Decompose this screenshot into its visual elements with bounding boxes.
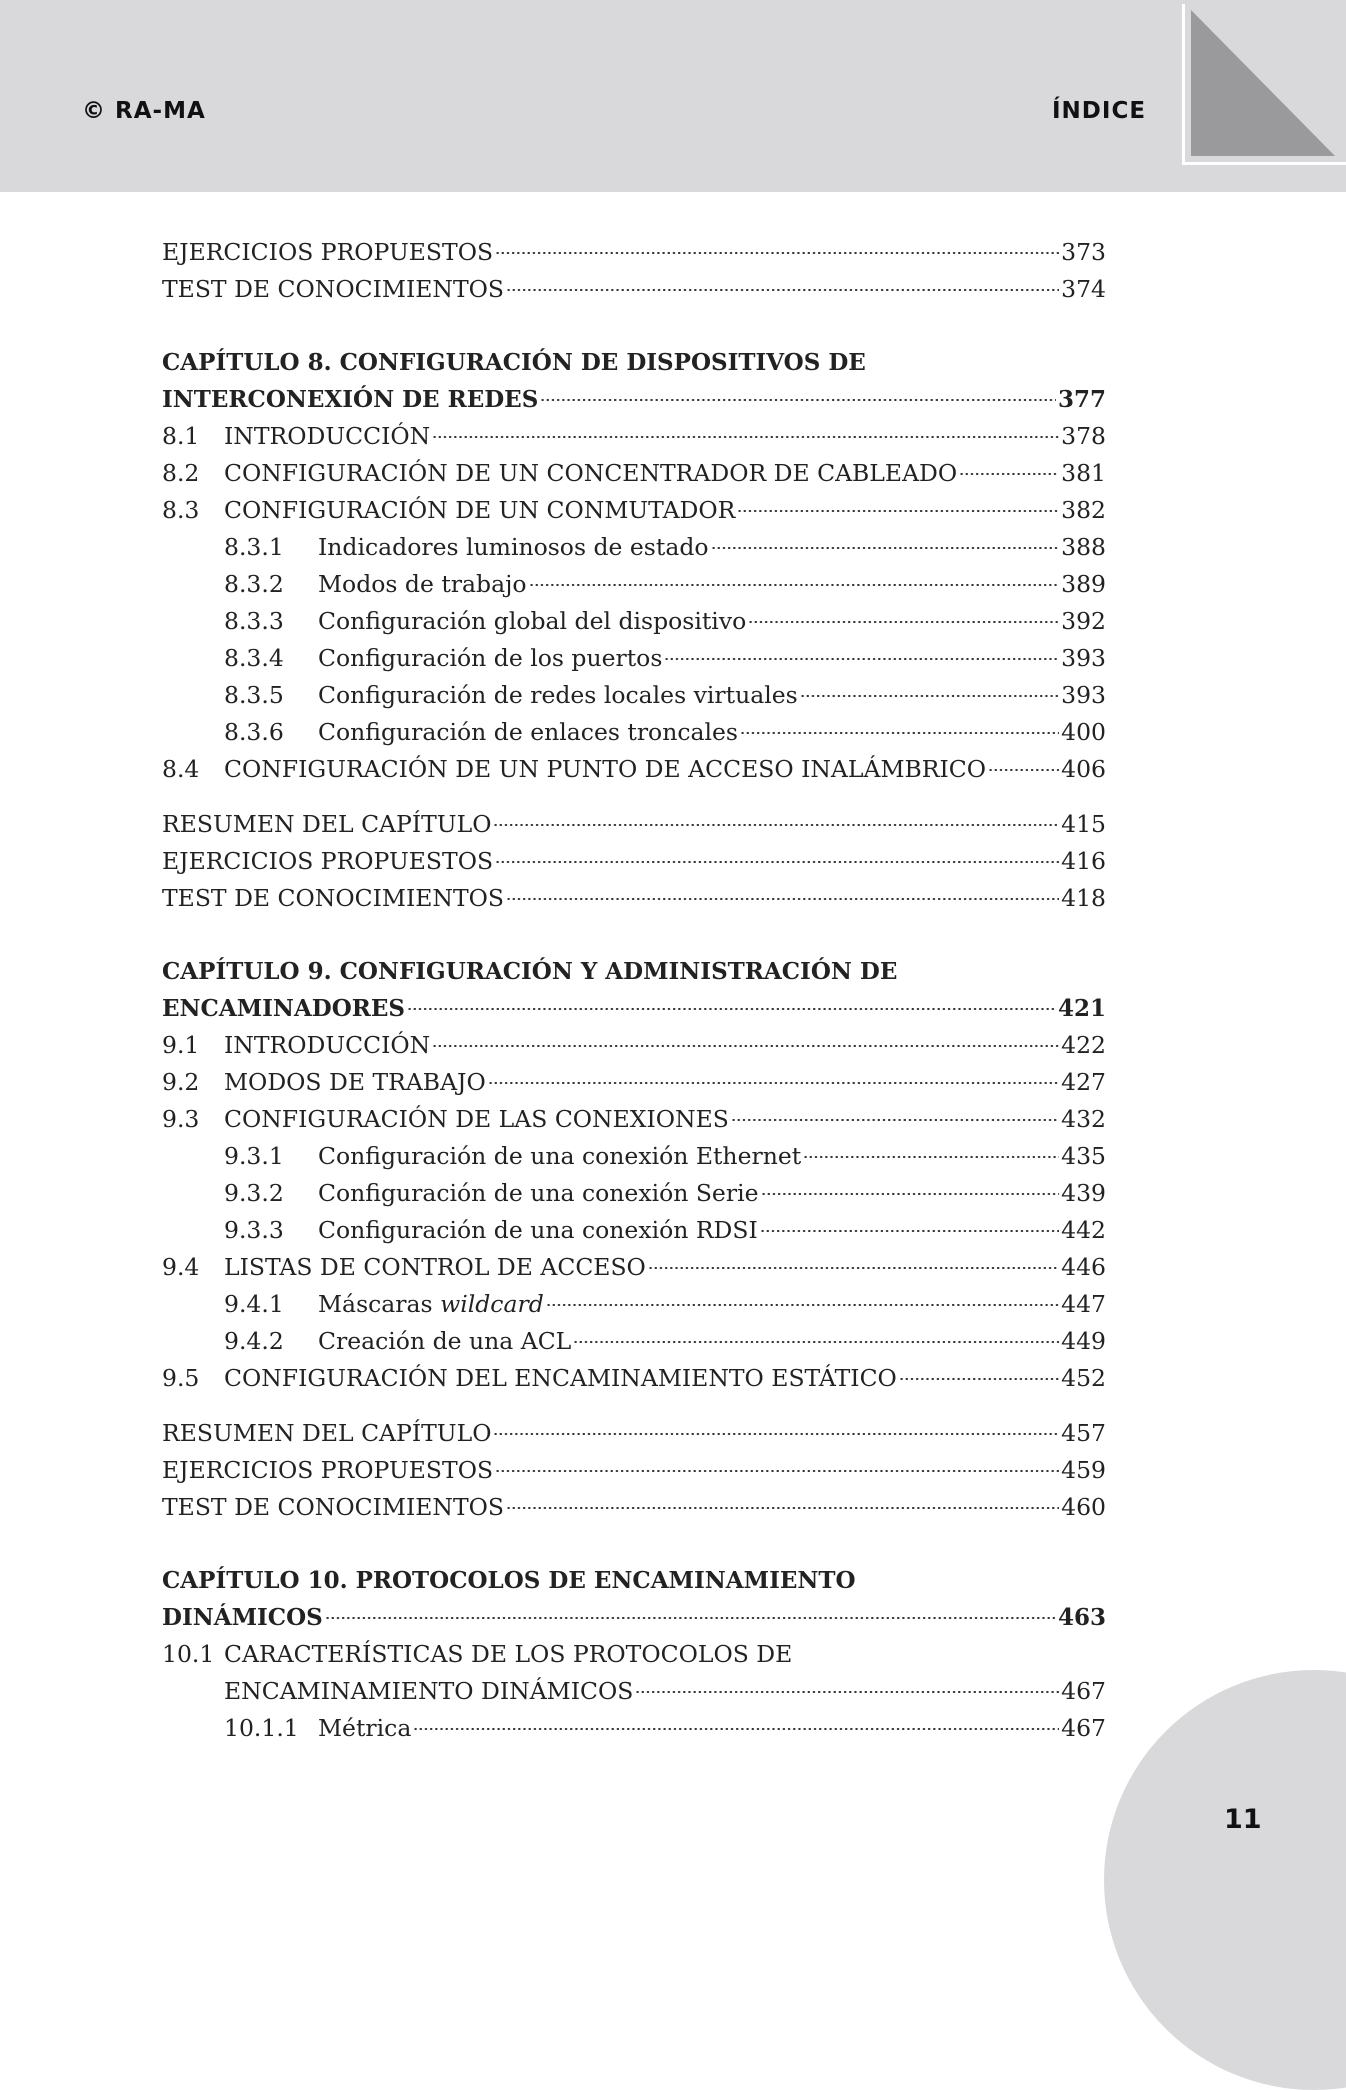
toc-subentry[interactable] (162, 529, 1106, 566)
toc-leader-dots (432, 436, 1059, 438)
toc-entry-page: 467 (1061, 1714, 1106, 1742)
toc-leader-dots (648, 1267, 1059, 1269)
toc-leader-dots (495, 1470, 1059, 1472)
toc-subentry[interactable] (162, 603, 1106, 640)
chapter-heading-cont[interactable] (162, 381, 1106, 418)
toc-entry-title (318, 1286, 544, 1323)
toc-entry-page: 382 (1061, 496, 1106, 524)
toc-leader-dots (573, 1341, 1059, 1343)
toc-entry-number: 9.1 (162, 1031, 200, 1059)
toc-entry-title: LISTAS DE CONTROL DE ACCESO (224, 1253, 646, 1281)
page-corner-decoration (1182, 4, 1346, 165)
toc-entry-title: Configuración de redes locales virtuales (318, 681, 798, 709)
toc-entry-title: Creación de una ACL (318, 1327, 572, 1355)
toc-entry-page: 406 (1061, 755, 1106, 783)
toc-entry-page: 392 (1061, 607, 1106, 635)
toc-entry[interactable] (162, 1249, 1106, 1286)
toc-leader-dots (493, 1433, 1059, 1435)
chapter-page: 421 (1057, 995, 1106, 1022)
toc-entry[interactable] (162, 455, 1106, 492)
toc-entry-title-italic: wildcard (440, 1290, 544, 1318)
toc-entry-page: 457 (1061, 1419, 1106, 1447)
toc-entry-title: TEST DE CONOCIMIENTOS (162, 1493, 504, 1521)
toc-entry-title: Indicadores luminosos de estado (318, 533, 709, 561)
toc-subentry[interactable] (162, 566, 1106, 603)
toc-leader-dots (748, 621, 1059, 623)
toc-entry-number: 8.1 (162, 422, 200, 450)
toc-leader-dots (711, 547, 1060, 549)
toc-entry-page: 378 (1061, 422, 1106, 450)
chapter-heading-cont[interactable] (162, 990, 1106, 1027)
toc-entry-page: 460 (1061, 1493, 1106, 1521)
toc-entry-number: 8.4 (162, 755, 200, 783)
toc-entry[interactable] (162, 234, 1106, 271)
toc-entry-title: CONFIGURACIÓN DE LAS CONEXIONES (224, 1105, 729, 1133)
toc-entry-title: EJERCICIOS PROPUESTOS (162, 238, 494, 266)
toc-leader-dots (495, 861, 1059, 863)
chapter-title-line2: DINÁMICOS (162, 1604, 323, 1631)
toc-leader-dots (488, 1082, 1059, 1084)
toc-leader-dots (506, 289, 1059, 291)
toc-entry-cont[interactable] (162, 1673, 1106, 1710)
header-publisher: © RA-MA (82, 98, 206, 124)
toc-entry-title: EJERCICIOS PROPUESTOS (162, 847, 494, 875)
toc-entry-page: 373 (1061, 238, 1106, 266)
toc-entry-page: 435 (1061, 1142, 1106, 1170)
toc-entry-page: 389 (1061, 570, 1106, 598)
toc-leader-dots (325, 1617, 1056, 1619)
toc-entry[interactable] (162, 1415, 1106, 1452)
toc-entry-page: 393 (1061, 644, 1106, 672)
toc-subentry[interactable] (162, 714, 1106, 751)
toc-entry-title: Configuración de una conexión RDSI (318, 1216, 758, 1244)
toc-subentry[interactable] (162, 640, 1106, 677)
toc-entry-title: TEST DE CONOCIMIENTOS (162, 884, 504, 912)
toc-entry-page: 418 (1061, 884, 1106, 912)
toc-entry-title: EJERCICIOS PROPUESTOS (162, 1456, 494, 1484)
header-section-title: ÍNDICE (1052, 98, 1147, 124)
toc-entry-page: 374 (1061, 275, 1106, 303)
toc-leader-dots (546, 1304, 1059, 1306)
page-number: 11 (1224, 1804, 1262, 1835)
toc-entry[interactable] (162, 1489, 1106, 1526)
toc-entry-number: 9.3.1 (224, 1142, 284, 1170)
toc-entry-page: 388 (1061, 533, 1106, 561)
toc-entry-number: 8.3 (162, 496, 200, 524)
toc-leader-dots (959, 473, 1059, 475)
toc-entry-page: 381 (1061, 459, 1106, 487)
toc-entry-number: 9.3 (162, 1105, 200, 1133)
toc-entry-number: 9.5 (162, 1364, 200, 1392)
toc-leader-dots (413, 1728, 1059, 1730)
toc-entry[interactable] (162, 1027, 1106, 1064)
toc-entry-title: MODOS DE TRABAJO (224, 1068, 486, 1096)
toc-subentry[interactable] (162, 677, 1106, 714)
toc-entry-number: 8.2 (162, 459, 200, 487)
toc-entry-title: INTRODUCCIÓN (224, 422, 431, 450)
toc-entry-title: Configuración de una conexión Serie (318, 1179, 759, 1207)
toc-entry[interactable] (162, 1360, 1106, 1397)
toc-entry[interactable] (162, 843, 1106, 880)
toc-leader-dots (493, 824, 1059, 826)
toc-entry-title: CONFIGURACIÓN DE UN CONMUTADOR (224, 496, 736, 524)
toc-leader-dots (803, 1156, 1059, 1158)
toc-entry-title: Configuración de enlaces troncales (318, 718, 738, 746)
toc-entry-number: 9.4 (162, 1253, 200, 1281)
toc-entry-title: RESUMEN DEL CAPÍTULO (162, 810, 492, 838)
toc-leader-dots (800, 695, 1059, 697)
toc-entry-number: 8.3.5 (224, 681, 284, 709)
toc-entry-title: CONFIGURACIÓN DE UN PUNTO DE ACCESO INALÁMBRICO (224, 755, 987, 783)
toc-entry-title: RESUMEN DEL CAPÍTULO (162, 1419, 492, 1447)
toc-entry-title: Configuración de una conexión Ethernet (318, 1142, 802, 1170)
toc-entry-title: CONFIGURACIÓN DE UN CONCENTRADOR DE CABLEADO (224, 459, 958, 487)
toc-entry-title: CONFIGURACIÓN DEL ENCAMINAMIENTO ESTÁTICO (224, 1364, 897, 1392)
chapter-title-line1: CAPÍTULO 8. CONFIGURACIÓN DE DISPOSITIVOS DE (162, 349, 866, 376)
toc-entry-page: 416 (1061, 847, 1106, 875)
toc-entry[interactable] (162, 418, 1106, 455)
toc-entry-number: 9.3.2 (224, 1179, 284, 1207)
toc-entry[interactable] (162, 1452, 1106, 1489)
toc-entry-page: 427 (1061, 1068, 1106, 1096)
chapter-page: 377 (1057, 386, 1106, 413)
toc-entry-number: 8.3.2 (224, 570, 284, 598)
toc-entry-page: 452 (1061, 1364, 1106, 1392)
toc-entry-page: 459 (1061, 1456, 1106, 1484)
toc-entry-number: 9.2 (162, 1068, 200, 1096)
toc-entry-page: 442 (1061, 1216, 1106, 1244)
toc-entry-title: Configuración global del dispositivo (318, 607, 747, 635)
toc-entry-page: 446 (1061, 1253, 1106, 1281)
toc-leader-dots (635, 1691, 1059, 1693)
toc-leader-dots (761, 1193, 1060, 1195)
page-corner-triangle-icon (1185, 4, 1346, 162)
toc-entry-page: 393 (1061, 681, 1106, 709)
toc-entry[interactable] (162, 271, 1106, 308)
toc-entry-number: 10.1 (162, 1640, 215, 1668)
toc-entry-number: 9.3.3 (224, 1216, 284, 1244)
toc-entry-page: 467 (1061, 1677, 1106, 1705)
toc-entry-title: TEST DE CONOCIMIENTOS (162, 275, 504, 303)
toc-leader-dots (506, 1507, 1059, 1509)
toc-entry-number: 10.1.1 (224, 1714, 299, 1742)
chapter-title-line1: CAPÍTULO 10. PROTOCOLOS DE ENCAMINAMIENTO (162, 1567, 856, 1594)
toc-entry-number: 8.3.6 (224, 718, 284, 746)
toc-entry-title: Configuración de los puertos (318, 644, 663, 672)
page-number-circle (1104, 1670, 1346, 2090)
toc-subentry[interactable] (162, 1323, 1106, 1360)
toc-entry[interactable] (162, 751, 1106, 788)
toc-subentry[interactable] (162, 1286, 1106, 1323)
toc-entry[interactable] (162, 1101, 1106, 1138)
toc-entry-title: Modos de trabajo (318, 570, 527, 598)
toc-entry-title: Métrica (318, 1714, 412, 1742)
toc-entry-title-line2: ENCAMINAMIENTO DINÁMICOS (224, 1677, 634, 1705)
toc-entry-page: 422 (1061, 1031, 1106, 1059)
chapter-title-line1: CAPÍTULO 9. CONFIGURACIÓN Y ADMINISTRACIÓN DE (162, 958, 898, 985)
toc-leader-dots (529, 584, 1060, 586)
toc-leader-dots (740, 732, 1059, 734)
toc-entry[interactable] (162, 492, 1106, 529)
toc-entry-page: 439 (1061, 1179, 1106, 1207)
toc-entry-title-line1: CARACTERÍSTICAS DE LOS PROTOCOLOS DE (224, 1640, 793, 1668)
toc-leader-dots (731, 1119, 1059, 1121)
chapter-heading[interactable] (162, 953, 1106, 990)
toc-leader-dots (737, 510, 1059, 512)
table-of-contents (162, 234, 1106, 1747)
chapter-title-line2: ENCAMINADORES (162, 995, 406, 1022)
toc-entry[interactable] (162, 880, 1106, 917)
toc-subentry[interactable] (162, 1212, 1106, 1249)
chapter-heading[interactable] (162, 1562, 1106, 1599)
chapter-title-line2: INTERCONEXIÓN DE REDES (162, 386, 539, 413)
toc-entry[interactable] (162, 806, 1106, 843)
toc-entry-page: 432 (1061, 1105, 1106, 1133)
toc-entry-page: 400 (1061, 718, 1106, 746)
toc-subentry[interactable] (162, 1710, 1106, 1747)
chapter-heading[interactable] (162, 344, 1106, 381)
toc-leader-dots (899, 1378, 1059, 1380)
toc-entry-page: 449 (1061, 1327, 1106, 1355)
toc-entry-page: 415 (1061, 810, 1106, 838)
toc-entry-page: 447 (1061, 1290, 1106, 1318)
toc-leader-dots (988, 769, 1059, 771)
toc-leader-dots (664, 658, 1059, 660)
toc-leader-dots (540, 399, 1056, 401)
toc-entry-title: INTRODUCCIÓN (224, 1031, 431, 1059)
toc-entry-number: 9.4.2 (224, 1327, 284, 1355)
chapter-page: 463 (1057, 1604, 1106, 1631)
toc-leader-dots (407, 1008, 1056, 1010)
toc-entry-number: 8.3.1 (224, 533, 284, 561)
toc-leader-dots (495, 252, 1059, 254)
toc-entry-title-prefix: Máscaras (318, 1290, 441, 1318)
toc-entry[interactable] (162, 1636, 1106, 1673)
toc-entry-number: 8.3.4 (224, 644, 284, 672)
chapter-heading-cont[interactable] (162, 1599, 1106, 1636)
header-band (0, 0, 1346, 192)
toc-leader-dots (760, 1230, 1059, 1232)
toc-entry-number: 9.4.1 (224, 1290, 284, 1318)
toc-leader-dots (506, 898, 1059, 900)
toc-entry[interactable] (162, 1064, 1106, 1101)
toc-subentry[interactable] (162, 1175, 1106, 1212)
toc-subentry[interactable] (162, 1138, 1106, 1175)
toc-leader-dots (432, 1045, 1059, 1047)
toc-entry-number: 8.3.3 (224, 607, 284, 635)
